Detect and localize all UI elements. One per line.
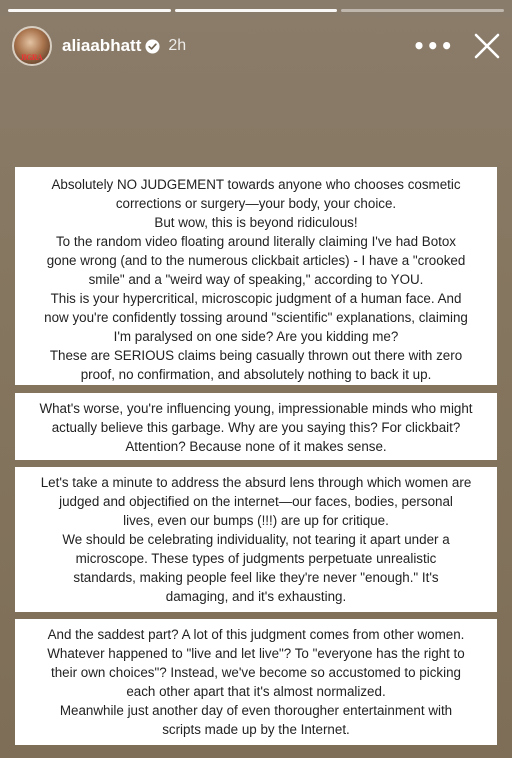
card-line: standards, making people feel like they're never "enough." It's bbox=[73, 570, 439, 585]
card-line: Absolutely NO JUDGEMENT towards anyone who chooses cosmetic bbox=[51, 177, 461, 192]
card-line: I'm paralysed on one side? Are you kidding me? bbox=[113, 329, 399, 344]
card-line: This is your hypercritical, microscopic judgment of a human face. And bbox=[50, 291, 462, 306]
card-line: microscope. These types of judgments perpetuate unrealistic bbox=[75, 551, 437, 566]
card-line: damaging, and it's exhausting. bbox=[165, 589, 347, 604]
card-line: What's worse, you're influencing young, impressionable minds who might bbox=[39, 401, 473, 416]
card-line: scripts made up by the Internet. bbox=[162, 722, 350, 737]
card-line: Meanwhile just another day of even thorougher entertainment with bbox=[59, 703, 453, 718]
close-icon[interactable] bbox=[474, 33, 500, 59]
card-line: proof, no confirmation, and absolutely nothing to back it up. bbox=[80, 367, 432, 382]
card-line: corrections or surgery—your body, your choice. bbox=[115, 196, 397, 211]
card-line: These are SERIOUS claims being casually thrown out there with zero bbox=[49, 348, 463, 363]
more-options-icon[interactable]: ••• bbox=[412, 34, 454, 58]
card-line: Whatever happened to "live and let live"? To "everyone has the right to bbox=[47, 646, 465, 661]
card-line: To the random video floating around literally claiming I've had Botox bbox=[55, 234, 457, 249]
text-card bbox=[15, 619, 497, 745]
progress-segment bbox=[8, 9, 171, 12]
card-line: each other apart that it's almost normalized. bbox=[126, 684, 386, 699]
card-line: lives, even our bumps (!!!) are up for critique. bbox=[123, 513, 389, 528]
avatar[interactable] bbox=[12, 26, 52, 66]
card-line: But wow, this is beyond ridiculous! bbox=[154, 215, 358, 230]
verified-badge-icon bbox=[145, 39, 160, 54]
story-progress-bar bbox=[8, 9, 504, 12]
post-time: 2h bbox=[168, 37, 187, 54]
text-card bbox=[15, 393, 497, 460]
text-card bbox=[15, 167, 497, 385]
card-line: judged and objectified on the internet—our faces, bodies, personal bbox=[59, 494, 453, 509]
card-line: We should be celebrating individuality, not tearing it apart under a bbox=[62, 532, 450, 547]
progress-segment bbox=[175, 9, 338, 12]
progress-segment bbox=[341, 9, 504, 12]
story-header bbox=[12, 24, 500, 68]
card-line: their own choices"? Instead, we've become so accustomed to picking bbox=[51, 665, 461, 680]
card-line: actually believe this garbage. Why are you saying this? For clickbait? bbox=[51, 420, 461, 435]
card-line: Attention? Because none of it makes sense. bbox=[125, 439, 387, 454]
card-line: now you're confidently tossing around "scientific" explanations, claiming bbox=[44, 310, 468, 325]
username[interactable]: aliaabhatt bbox=[62, 36, 142, 55]
card-line: gone wrong (and to the numerous clickbait articles) - I have a "crooked bbox=[46, 253, 466, 268]
card-line: smile" and a "weird way of speaking," according to YOU. bbox=[88, 272, 424, 287]
avatar-mark: JIGRA bbox=[20, 53, 43, 62]
text-card bbox=[15, 467, 497, 612]
card-line: And the saddest part? A lot of this judgment comes from other women. bbox=[47, 627, 465, 642]
card-line: Let's take a minute to address the absurd lens through which women are bbox=[40, 475, 472, 490]
